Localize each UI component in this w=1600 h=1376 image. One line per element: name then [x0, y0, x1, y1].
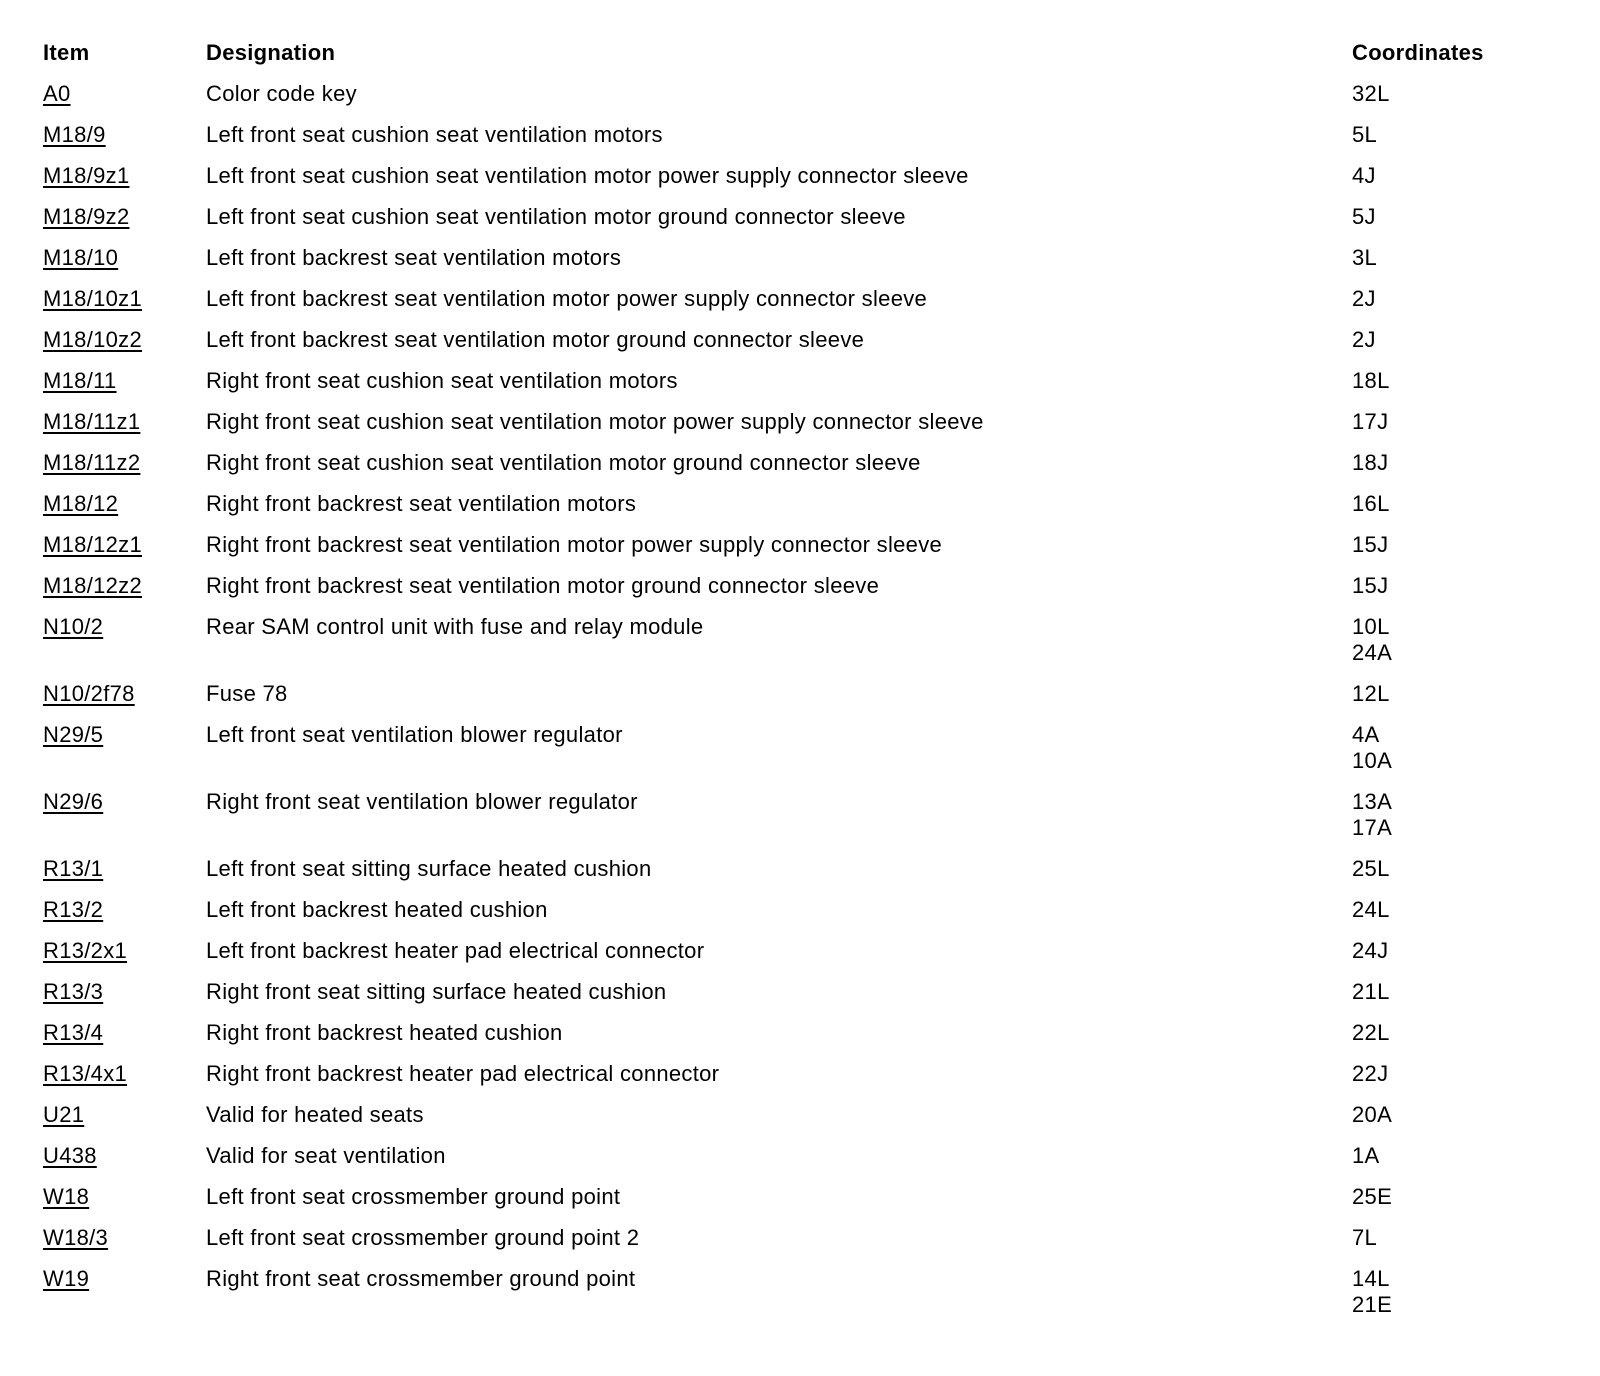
designation-cell: Left front seat crossmember ground point [206, 1184, 621, 1209]
designation-cell: Left front backrest seat ventilation motor ground connector sleeve [206, 327, 865, 352]
item-cell [43, 532, 206, 558]
item-link[interactable]: M18/10z2 [43, 327, 143, 352]
item-link[interactable]: M18/12z2 [43, 573, 143, 598]
item-link[interactable]: N29/6 [43, 789, 104, 814]
designation-cell: Left front backrest seat ventilation motor power supply connector sleeve [206, 286, 928, 311]
coordinates-cell [1352, 532, 1388, 558]
item-cell [43, 450, 206, 476]
designation-cell: Right front backrest heater pad electrical connector [206, 1061, 720, 1086]
coordinates-cell [1352, 789, 1392, 841]
coordinates-cell [1352, 1266, 1392, 1318]
table-row [43, 435, 1563, 476]
table-row [43, 148, 1563, 189]
coordinates-cell [1352, 614, 1392, 666]
coordinates-cell [1352, 1143, 1380, 1169]
designation-cell: Left front seat crossmember ground point 2 [206, 1225, 640, 1250]
designation-cell: Left front seat cushion seat ventilation motors [206, 122, 663, 147]
coordinate: 15J [1352, 573, 1389, 598]
coordinate: 10A [1352, 748, 1393, 773]
coordinates-cell [1352, 204, 1376, 230]
table-row [43, 312, 1563, 353]
coordinate: 13A [1352, 789, 1393, 814]
coordinate: 18L [1352, 368, 1390, 393]
designation-cell: Rear SAM control unit with fuse and relay module [206, 614, 704, 639]
coordinates-cell [1352, 81, 1390, 107]
item-link[interactable]: A0 [43, 81, 71, 106]
coordinate: 16L [1352, 491, 1390, 516]
coordinate: 32L [1352, 81, 1390, 106]
item-cell [43, 1020, 206, 1046]
item-cell [43, 368, 206, 394]
table-row [43, 271, 1563, 312]
table-row [43, 1046, 1563, 1087]
coordinate: 17J [1352, 409, 1389, 434]
designation-cell: Left front seat sitting surface heated cushion [206, 856, 652, 881]
designation-cell: Color code key [206, 81, 357, 106]
coordinate: 17A [1352, 815, 1393, 840]
coordinates-cell [1352, 979, 1390, 1005]
table-header [43, 40, 1563, 66]
designation-cell: Right front backrest seat ventilation motor power supply connector sleeve [206, 532, 943, 557]
item-cell [43, 722, 206, 774]
designation-cell: Left front seat cushion seat ventilation motor power supply connector sleeve [206, 163, 969, 188]
coordinate: 24J [1352, 938, 1389, 963]
designation-cell: Right front seat ventilation blower regulator [206, 789, 638, 814]
table-row [43, 353, 1563, 394]
item-cell [43, 614, 206, 666]
item-cell [43, 409, 206, 435]
coordinate: 24A [1352, 640, 1393, 665]
coordinates-cell [1352, 1184, 1392, 1210]
designation-cell: Left front backrest seat ventilation motors [206, 245, 622, 270]
item-link[interactable]: U21 [43, 1102, 85, 1127]
item-cell [43, 573, 206, 599]
item-cell [43, 1184, 206, 1210]
designation-cell: Right front backrest seat ventilation motors [206, 491, 637, 516]
item-cell [43, 1143, 206, 1169]
coordinates-cell [1352, 722, 1392, 774]
designation-cell: Fuse 78 [206, 681, 288, 706]
table-row [43, 882, 1563, 923]
coordinate: 5J [1352, 204, 1376, 229]
coordinate: 4J [1352, 163, 1376, 188]
coordinates-cell [1352, 1225, 1377, 1251]
item-cell [43, 327, 206, 353]
designation-cell: Right front backrest heated cushion [206, 1020, 563, 1045]
designation-cell: Valid for seat ventilation [206, 1143, 446, 1168]
table-row [43, 230, 1563, 271]
item-cell [43, 81, 206, 107]
table-row [43, 189, 1563, 230]
item-link[interactable]: R13/2x1 [43, 938, 128, 963]
coordinates-cell [1352, 368, 1390, 394]
coordinates-cell [1352, 327, 1376, 353]
coordinates-cell [1352, 491, 1390, 517]
coordinates-cell [1352, 856, 1390, 882]
header-item: Item [43, 40, 90, 65]
coordinates-cell [1352, 1102, 1392, 1128]
coordinate: 25L [1352, 856, 1390, 881]
coordinate: 12L [1352, 681, 1390, 706]
item-link[interactable]: W19 [43, 1266, 90, 1291]
coordinate: 24L [1352, 897, 1390, 922]
table-row [43, 1210, 1563, 1251]
coordinates-cell [1352, 573, 1388, 599]
item-cell [43, 856, 206, 882]
coordinates-cell [1352, 163, 1376, 189]
coordinates-cell [1352, 1020, 1390, 1046]
table-row [43, 1251, 1563, 1318]
designation-cell: Left front backrest heater pad electrical connector [206, 938, 705, 963]
item-link[interactable]: R13/1 [43, 856, 104, 881]
coordinate: 22J [1352, 1061, 1389, 1086]
item-link[interactable]: M18/12z1 [43, 532, 143, 557]
item-cell [43, 163, 206, 189]
coordinates-cell [1352, 897, 1390, 923]
table-row [43, 1005, 1563, 1046]
table-row [43, 1087, 1563, 1128]
table-row [43, 964, 1563, 1005]
designation-cell: Right front seat cushion seat ventilation motor ground connector sleeve [206, 450, 921, 475]
coordinates-cell [1352, 450, 1388, 476]
coordinate: 5L [1352, 122, 1378, 147]
legend-table [43, 40, 1563, 1318]
item-cell [43, 1225, 206, 1251]
item-link[interactable]: W18 [43, 1184, 90, 1209]
coordinates-cell [1352, 286, 1376, 312]
coordinate: 2J [1352, 286, 1376, 311]
coordinate: 21L [1352, 979, 1390, 1004]
coordinate: 18J [1352, 450, 1389, 475]
table-row [43, 1128, 1563, 1169]
table-row [43, 707, 1563, 774]
designation-cell: Right front seat crossmember ground point [206, 1266, 636, 1291]
designation-cell: Left front seat ventilation blower regulator [206, 722, 623, 747]
designation-cell: Left front backrest heated cushion [206, 897, 548, 922]
item-link[interactable]: N10/2f78 [43, 681, 135, 706]
designation-cell: Right front seat sitting surface heated cushion [206, 979, 667, 1004]
coordinate: 20A [1352, 1102, 1393, 1127]
item-cell [43, 789, 206, 841]
item-link[interactable]: U438 [43, 1143, 97, 1168]
item-cell [43, 1061, 206, 1087]
item-cell [43, 245, 206, 271]
coordinate: 3L [1352, 245, 1378, 270]
item-cell [43, 681, 206, 707]
designation-cell: Right front backrest seat ventilation motor ground connector sleeve [206, 573, 880, 598]
table-row [43, 923, 1563, 964]
item-cell [43, 897, 206, 923]
table-row [43, 774, 1563, 841]
item-cell [43, 204, 206, 230]
item-link[interactable]: M18/10z1 [43, 286, 143, 311]
item-cell [43, 938, 206, 964]
item-cell [43, 491, 206, 517]
item-cell [43, 1102, 206, 1128]
item-link[interactable]: M18/10 [43, 245, 119, 270]
coordinate: 7L [1352, 1225, 1378, 1250]
coordinates-cell [1352, 245, 1377, 271]
coordinate: 2J [1352, 327, 1376, 352]
table-row [43, 107, 1563, 148]
item-link[interactable]: R13/4x1 [43, 1061, 128, 1086]
coordinate: 4A [1352, 722, 1380, 747]
table-row [43, 476, 1563, 517]
coordinates-cell [1352, 122, 1377, 148]
coordinate: 22L [1352, 1020, 1390, 1045]
designation-cell: Left front seat cushion seat ventilation motor ground connector sleeve [206, 204, 906, 229]
header-coordinates: Coordinates [1352, 40, 1484, 65]
item-cell [43, 286, 206, 312]
table-row [43, 517, 1563, 558]
item-link[interactable]: N29/5 [43, 722, 104, 747]
table-body [43, 66, 1563, 1318]
table-row [43, 558, 1563, 599]
item-link[interactable]: R13/3 [43, 979, 104, 1004]
coordinates-cell [1352, 938, 1388, 964]
coordinates-cell [1352, 1061, 1388, 1087]
coordinate: 1A [1352, 1143, 1380, 1168]
item-link[interactable]: M18/11z1 [43, 409, 141, 434]
table-row [43, 599, 1563, 666]
item-link[interactable]: R13/4 [43, 1020, 104, 1045]
table-row [43, 394, 1563, 435]
item-link[interactable]: M18/12 [43, 491, 119, 516]
table-row [43, 841, 1563, 882]
item-link[interactable]: M18/9z1 [43, 163, 130, 188]
table-row [43, 66, 1563, 107]
item-cell [43, 122, 206, 148]
coordinate: 21E [1352, 1292, 1393, 1317]
table-row [43, 1169, 1563, 1210]
item-link[interactable]: W18/3 [43, 1225, 109, 1250]
designation-cell: Right front seat cushion seat ventilation motor power supply connector sleeve [206, 409, 984, 434]
coordinate: 14L [1352, 1266, 1390, 1291]
coordinates-cell [1352, 681, 1390, 707]
item-cell [43, 979, 206, 1005]
header-designation: Designation [206, 40, 336, 65]
item-link[interactable]: M18/9z2 [43, 204, 130, 229]
coordinate: 15J [1352, 532, 1389, 557]
item-link[interactable]: M18/11 [43, 368, 117, 393]
item-link[interactable]: R13/2 [43, 897, 104, 922]
designation-cell: Right front seat cushion seat ventilation motors [206, 368, 678, 393]
table-row [43, 666, 1563, 707]
item-link[interactable]: N10/2 [43, 614, 104, 639]
coordinates-cell [1352, 409, 1388, 435]
designation-cell: Valid for heated seats [206, 1102, 424, 1127]
item-link[interactable]: M18/9 [43, 122, 106, 147]
item-cell [43, 1266, 206, 1318]
item-link[interactable]: M18/11z2 [43, 450, 141, 475]
coordinate: 10L [1352, 614, 1390, 639]
coordinate: 25E [1352, 1184, 1393, 1209]
